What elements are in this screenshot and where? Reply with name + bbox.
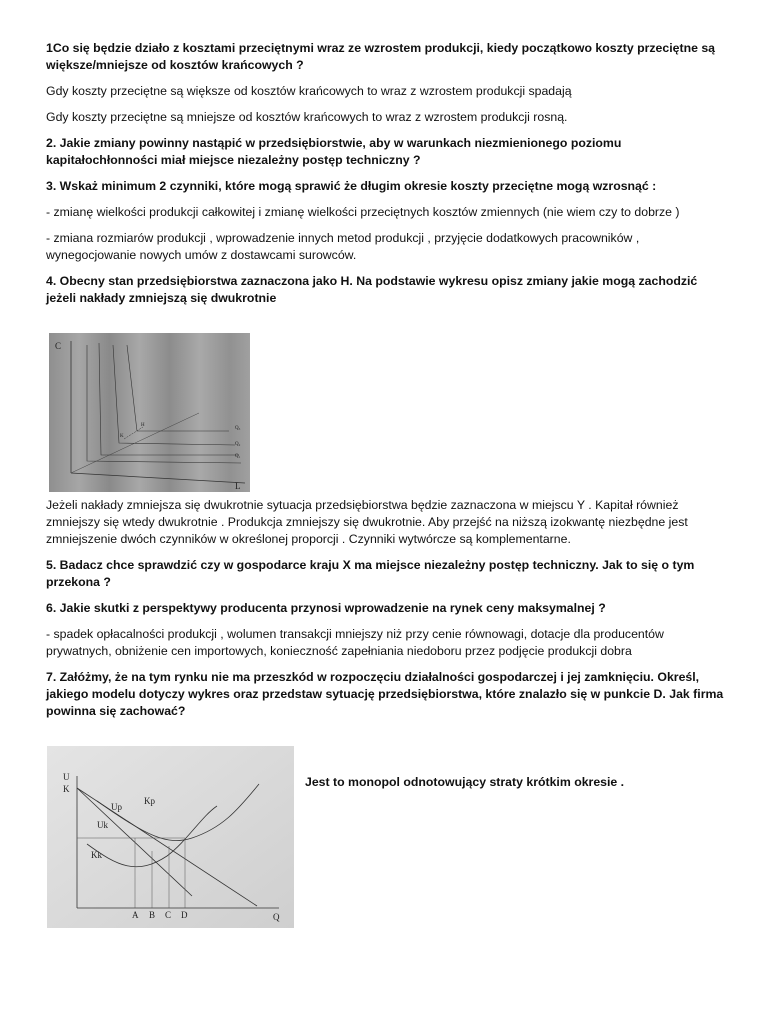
fig1-point-k: K (120, 434, 124, 439)
fig1-iso-label-3: Q₁ (235, 454, 241, 459)
fig2-x-axis-label: Q (273, 912, 280, 922)
question-text: 1Co się będzie działo z kosztami przeciętnymi wraz ze wzrostem produkcji, kiedy początkowo koszty przeciętne są większe/mniejsze od kosztów krańcowych ? (46, 41, 716, 72)
side-note: Jest to monopol odnotowujący straty krótkim okresie . (305, 775, 625, 789)
fig2-tick-a: A (132, 910, 139, 920)
monopoly-figure (47, 746, 294, 928)
fig1-x-axis-label: L (235, 481, 241, 491)
fig2-y-axis-label-u: U (63, 772, 70, 782)
fig2-curve-up-label: Up (111, 802, 122, 812)
fig2-curve-kk-label: Kk (91, 850, 102, 860)
answer-text: - spadek opłacalności produkcji , wolumen transakcji mniejszy niż przy cenie równowagi, dotacje dla producentów prywatnych, obniżenie cen importowych, konieczność zapełniania niedoboru przez podjęcie produkcji dobra (46, 627, 664, 658)
answer-text: Gdy koszty przeciętne są większe od kosztów krańcowych to wraz z wzrostem produkcji spadają (46, 84, 572, 98)
fig2-curve-uk-label: Uk (97, 820, 108, 830)
answer-text: Jeżeli nakłady zmniejsza się dwukrotnie sytuacja przedsiębiorstwa będzie zaznaczona w miejscu Y . Kapitał również zmniejszy się wtedy dwukrotnie . Produkcja zmniejszy się dwukrotnie. Aby przejść na niższą izokwantę niezbędne jest zmniejszenie dwóch czynników w określonej proporcji . Czynniki wytwórcze są komplementarne. (46, 498, 688, 546)
fig2-curve-kp-label: Kp (144, 796, 155, 806)
fig2-tick-d: D (181, 910, 188, 920)
fig2-y-axis-label-k: K (63, 784, 70, 794)
question-text: 3. Wskaż minimum 2 czynniki, które mogą sprawić że długim okresie koszty przeciętne mogą wzrosnąć : (46, 179, 657, 193)
fig2-tick-c: C (165, 910, 172, 920)
isoquant-figure (49, 333, 250, 492)
fig1-iso-label-1: Q₃ (235, 426, 241, 431)
answer-text: Gdy koszty przeciętne są mniejsze od kosztów krańcowych to wraz z wzrostem produkcji rosną. (46, 110, 568, 124)
question-text: 5. Badacz chce sprawdzić czy w gospodarce kraju X ma miejsce niezależny postęp techniczny. Jak to się o tym przekona ? (46, 558, 695, 589)
fig2-tick-b: B (149, 910, 156, 920)
fig1-iso-label-2: Q₂ (235, 442, 241, 447)
fig1-y-axis-label: C (55, 341, 62, 351)
question-text: 7. Załóżmy, że na tym rynku nie ma przeszkód w rozpoczęciu działalności gospodarczej i jej zamknięciu. Określ, jakiego modelu dotyczy wykres oraz przedstaw sytuację przedsiębiorstwa, które znalazło się w punkcie D. Jak firma powinna się zachować? (46, 670, 724, 718)
answer-text: - zmianę wielkości produkcji całkowitej i zmianę wielkości przeciętnych kosztów zmiennych (nie wiem czy to dobrze ) (46, 205, 680, 219)
question-text: 4. Obecny stan przedsiębiorstwa zaznaczona jako H. Na podstawie wykresu opisz zmiany jakie mogą zachodzić jeżeli nakłady zmniejszą się dwukrotnie (46, 274, 698, 305)
question-text: 2. Jakie zmiany powinny nastąpić w przedsiębiorstwie, aby w warunkach niezmienionego poziomu kapitałochłonności miał miejsce niezależny postęp techniczny ? (46, 136, 622, 167)
question-text: 6. Jakie skutki z perspektywy producenta przynosi wprowadzenie na rynek ceny maksymalnej ? (46, 601, 606, 615)
answer-text: - zmiana rozmiarów produkcji , wprowadzenie innych metod produkcji , przyjęcie dodatkowych pracowników , wynegocjowanie nowych umów z dostawcami surowców. (46, 231, 640, 262)
fig1-point-h: H (141, 423, 145, 428)
